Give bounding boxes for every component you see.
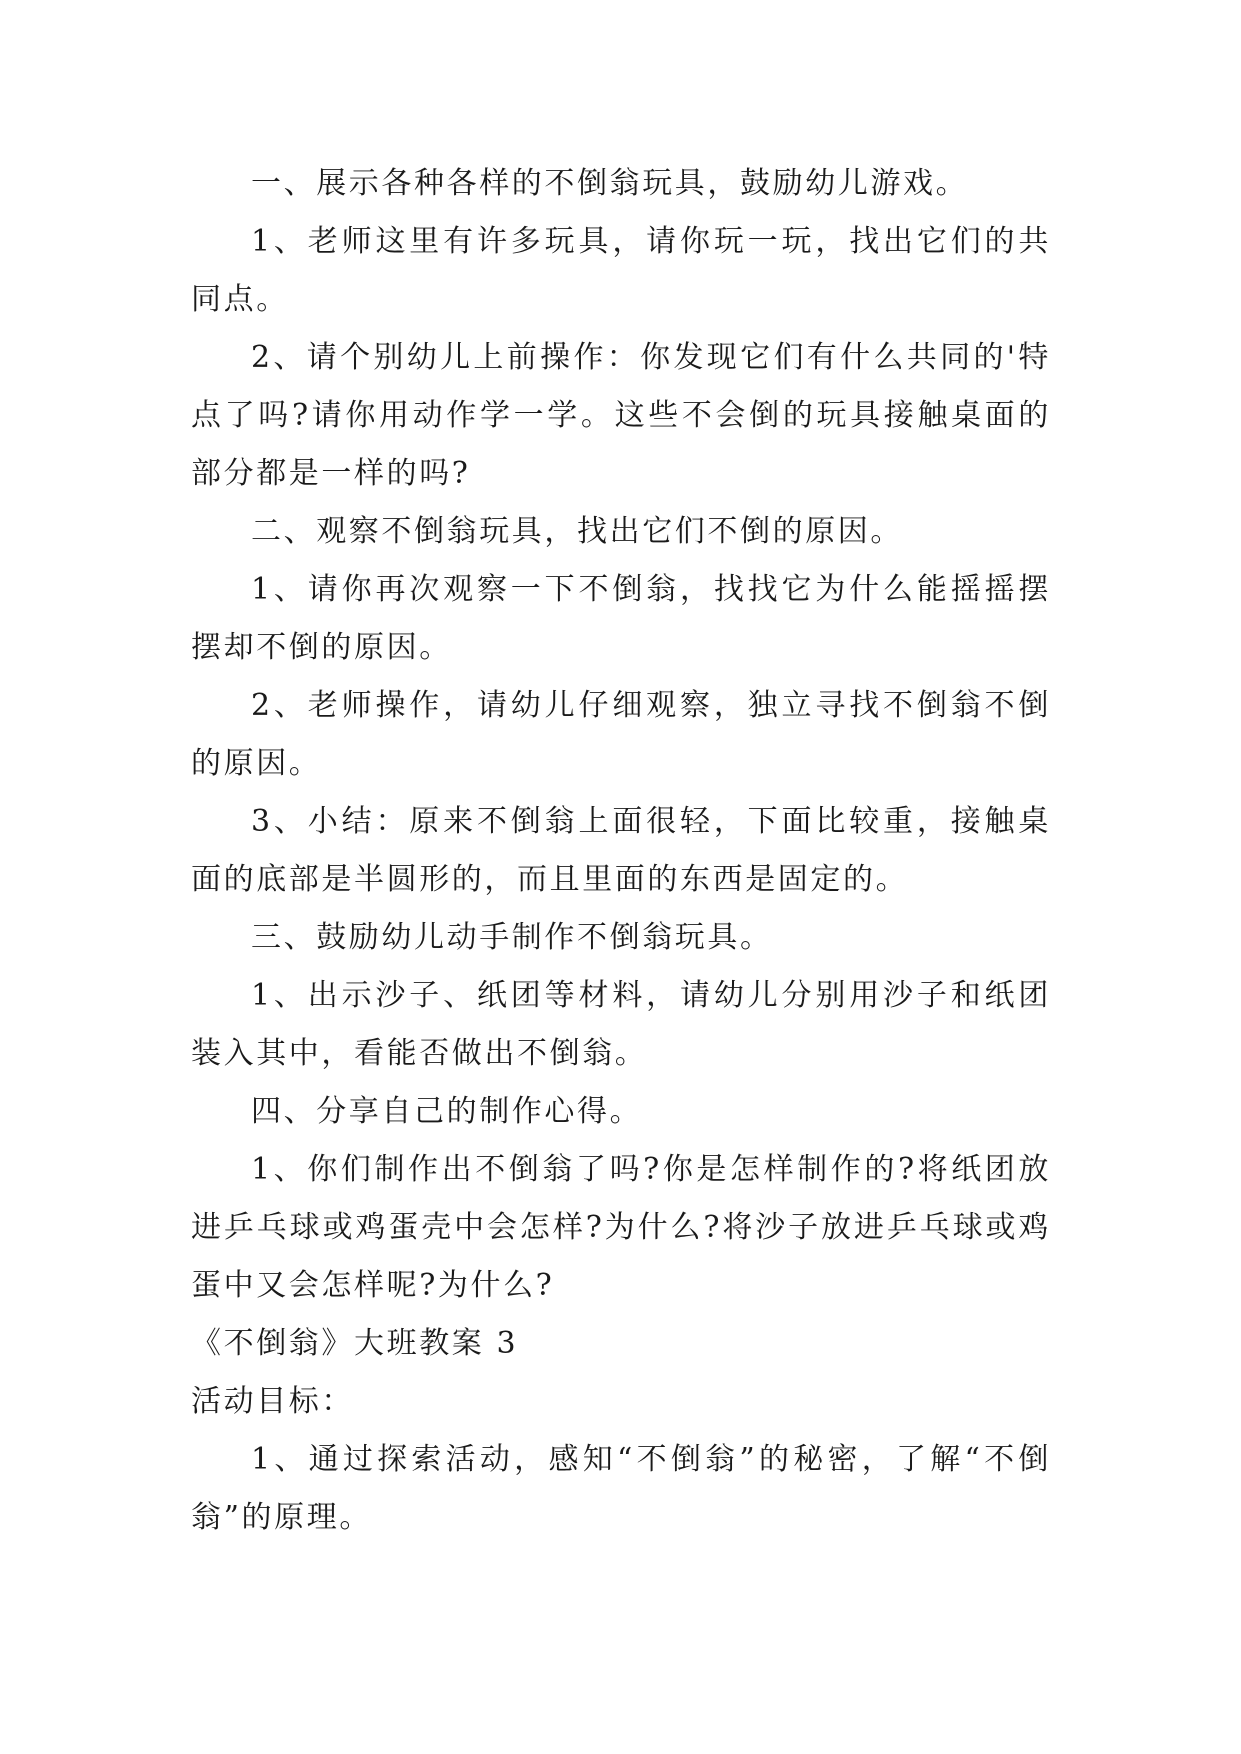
section-heading-2: 二、观察不倒翁玩具，找出它们不倒的原因。: [251, 514, 903, 549]
section-heading-3: 三、鼓励幼儿动手制作不倒翁玩具。: [251, 920, 773, 955]
paragraph: 1、出示沙子、纸团等材料，请幼儿分别用沙子和纸团装入其中，看能否做出不倒翁。: [191, 978, 1051, 1071]
section-heading-1: 一、展示各种各样的不倒翁玩具，鼓励幼儿游戏。: [251, 166, 969, 201]
paragraph: 1、老师这里有许多玩具，请你玩一玩，找出它们的共同点。: [191, 224, 1051, 317]
paragraph: 3、小结：原来不倒翁上面很轻，下面比较重，接触桌面的底部是半圆形的，而且里面的东西是固定的。: [191, 804, 1051, 897]
paragraph: 1、请你再次观察一下不倒翁，找找它为什么能摇摇摆摆却不倒的原因。: [191, 572, 1051, 665]
activity-goals-heading: 活动目标：: [191, 1384, 354, 1419]
paragraph: 1、你们制作出不倒翁了吗?你是怎样制作的?将纸团放进乒乓球或鸡蛋壳中会怎样?为什么?将沙子放进乒乓球或鸡蛋中又会怎样呢?为什么?: [191, 1152, 1051, 1303]
paragraph: 2、老师操作，请幼儿仔细观察，独立寻找不倒翁不倒的原因。: [191, 688, 1051, 781]
lesson-plan-title: 《不倒翁》大班教案 3: [191, 1326, 519, 1361]
document-body: [191, 155, 1051, 1547]
paragraph: 2、请个别幼儿上前操作：你发现它们有什么共同的'特点了吗?请你用动作学一学。这些不会倒的玩具接触桌面的部分都是一样的吗?: [191, 340, 1051, 491]
section-heading-4: 四、分享自己的制作心得。: [251, 1094, 643, 1129]
paragraph: 1、通过探索活动，感知“不倒翁”的秘密，了解“不倒翁”的原理。: [191, 1442, 1051, 1535]
